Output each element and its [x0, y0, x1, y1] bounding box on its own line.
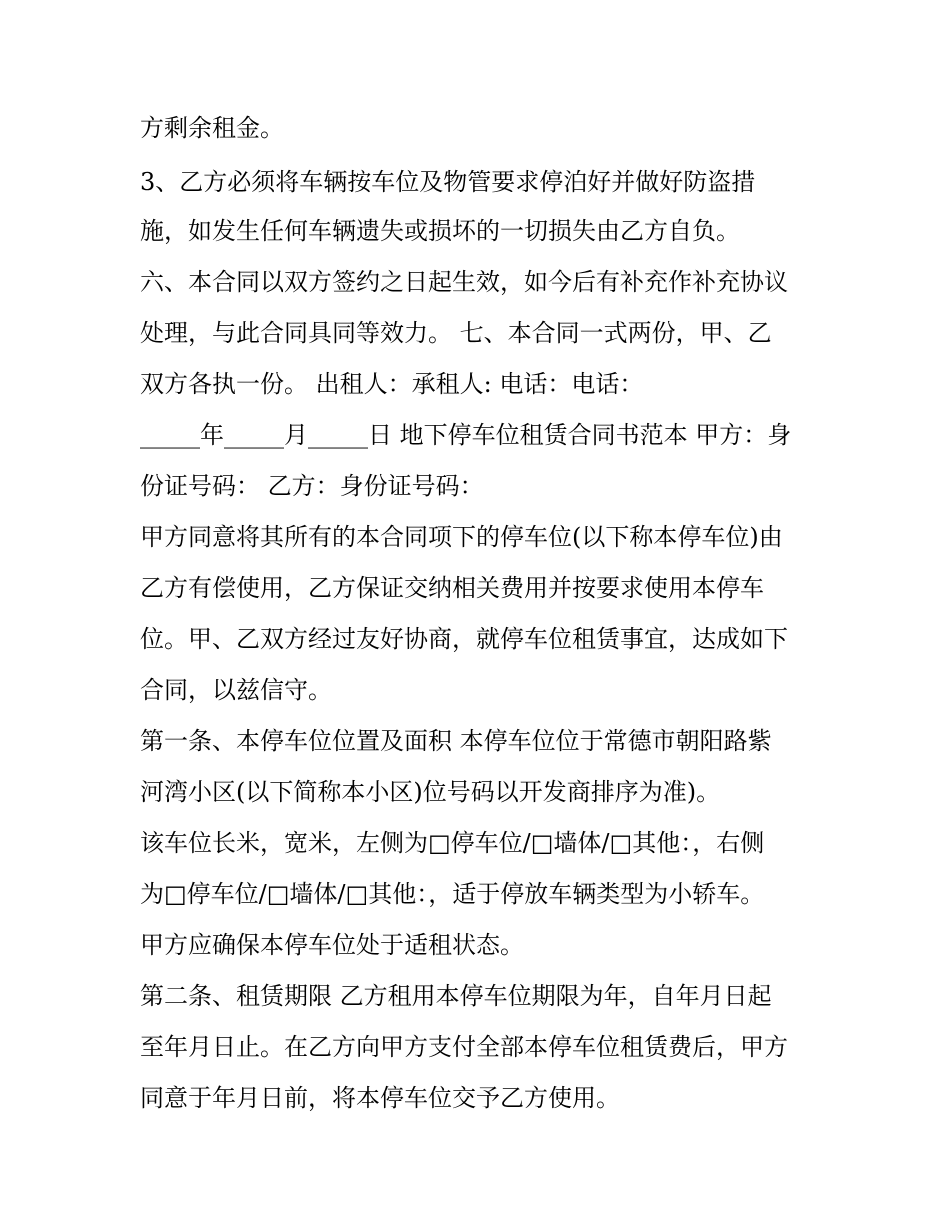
text-line: 处理，与此合同具同等效力。 七、本合同一式两份，甲、乙: [140, 319, 772, 347]
text-line: 份证号码： 乙方：身份证号码：: [140, 472, 484, 500]
text-line: 甲方同意将其所有的本合同项下的停车位(以下称本停车位)由: [140, 523, 783, 551]
text-line: 为□停车位/□墙体/□其他：，适于停放车辆类型为小轿车。: [140, 880, 765, 908]
text-line: 方剩余租金。: [140, 114, 284, 142]
text-line: 至年月日止。在乙方向甲方支付全部本停车位租赁费后，甲方: [140, 1033, 788, 1061]
text-line: 甲方应确保本停车位处于适租状态。: [140, 931, 524, 959]
text-line: 河湾小区(以下简称本小区)位号码以开发商排序为准)。: [140, 778, 721, 806]
text-line: 3、乙方必须将车辆按车位及物管要求停泊好并做好防盗措: [140, 168, 756, 196]
text-line: 施，如发生任何车辆遗失或损坏的一切损失由乙方自负。: [140, 217, 740, 245]
text-line: 第二条、租赁期限 乙方租用本停车位期限为年，自年月日起: [140, 982, 772, 1010]
text-line: 位。甲、乙双方经过友好协商，就停车位租赁事宜，达成如下: [140, 625, 788, 653]
text-line: 同意于年月日前，将本停车位交予乙方使用。: [140, 1084, 620, 1112]
text-line: 合同，以兹信守。: [140, 676, 332, 704]
text-line: _____年_____月_____日 地下停车位租赁合同书范本 甲方：身: [140, 421, 792, 449]
text-line: 六、本合同以双方签约之日起生效，如今后有补充作补充协议: [140, 268, 788, 296]
text-line: 双方各执一份。 出租人：承租人: 电话：电话：: [140, 370, 644, 398]
text-line: 该车位长米，宽米，左侧为□停车位/□墙体/□其他：，右侧: [140, 829, 765, 857]
text-line: 乙方有偿使用，乙方保证交纳相关费用并按要求使用本停车: [140, 574, 764, 602]
text-line: 第一条、本停车位位置及面积 本停车位位于常德市朝阳路紫: [140, 727, 772, 755]
